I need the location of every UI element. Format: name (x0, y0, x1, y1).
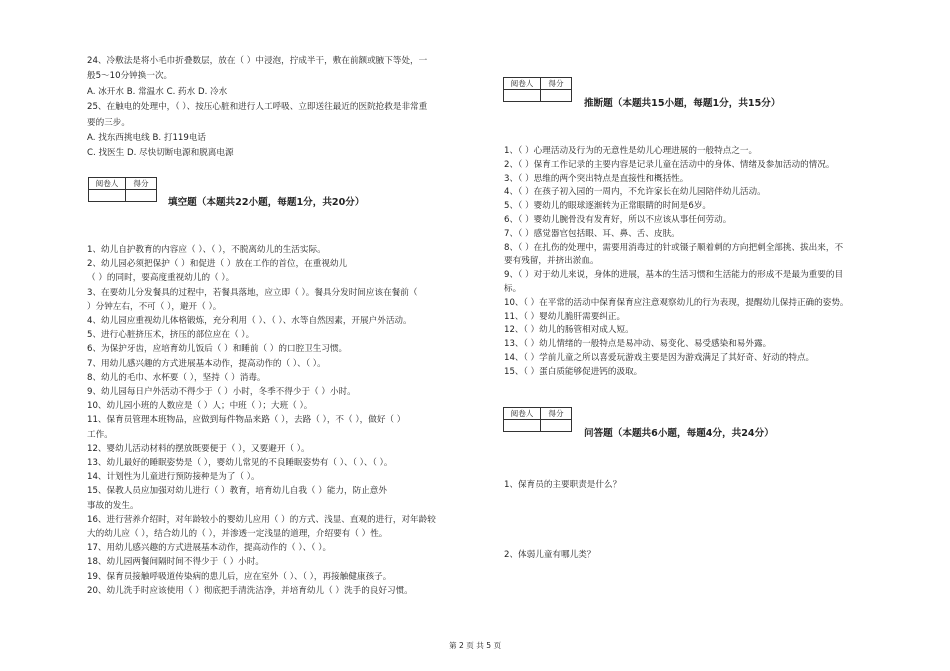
question-line: 25、在触电的处理中，（ ）、按压心脏和进行人工呼吸、立即送往最近的医院抢救是非常重 (87, 102, 428, 113)
judge-item-line: 10、（ ）在平常的活动中保育保育应注意观察幼儿的行为表现，提醒幼儿保持正确的姿势。 (504, 297, 849, 308)
fill-item-line: 5、进行心脏挤压术，挤压的部位应在（ ）。 (87, 330, 255, 341)
fill-item-line: ）分钟左右，不可（ ），避开（ ）。 (87, 301, 222, 312)
fill-item-line: 8、幼儿的毛巾、水杯要（ ），坚持（ ）消毒。 (87, 372, 266, 383)
fill-item-line: 10、幼儿园小班的人数应是（ ）人；中班（ ）；大班（ ）。 (87, 401, 313, 412)
score-label: 得分 (541, 78, 572, 90)
reviewer-cell (504, 90, 541, 102)
fill-item-line: 15、保教人员应加强对幼儿进行（ ）教育，培育幼儿自我（ ）能力，防止意外 (87, 486, 387, 497)
fill-item-line: 6、为保护牙齿，应培育幼儿饭后（ ）和睡前（ ）的口腔卫生习惯。 (87, 344, 348, 355)
fill-item-line: 16、进行营养介绍时，对年龄较小的婴幼儿应用（ ）的方式、浅显、直观的进行，对年龄较 (87, 514, 436, 525)
fill-item-line: 4、幼儿园应重视幼儿体格锻炼，充分利用（ ）、（ ）、水等自然因素，开展户外活动。 (87, 316, 412, 326)
section-title-fill: 填空题（本题共22小题，每题1分，共20分） (168, 197, 365, 208)
reviewer-label: 阅卷人 (504, 78, 541, 90)
judge-item-line: 12、（ ）幼儿的肠管相对成人短。 (504, 325, 634, 336)
score-cell (541, 420, 572, 432)
fill-item-line: 9、幼儿园每日户外活动不得少于（ ）小时，冬季不得少于（ ）小时。 (87, 387, 356, 397)
page-footer: 第 2 页 共 5 页 (448, 641, 502, 650)
judge-item-line: 6、（ ）婴幼儿腕骨没有发育好，所以不应该从事任何劳动。 (504, 215, 732, 225)
question-line: A. 找东西挑电线 B. 打119电话 (87, 133, 207, 143)
fill-item-line: 20、幼儿洗手时应该使用（ ）彻底把手清洗洁净，并培育幼儿（ ）洗手的良好习惯。 (87, 585, 413, 596)
fill-item-line: 3、在要幼儿分发餐具的过程中，若餐具落地，应立即（ ）。餐具分发时间应该在餐前（ (87, 287, 418, 298)
fill-item-line: 2、幼儿园必须把保护（ ）和促进（ ）放在工作的首位，在重视幼儿 (87, 259, 348, 270)
question-line: 24、冷敷法是将小毛巾折叠数层，放在（ ）中浸泡，拧成半干，敷在前额或腋下等处，一 (87, 56, 428, 66)
reviewer-label: 阅卷人 (89, 178, 126, 190)
judge-item-line: 8、（ ）在扎伤的处理中，需要用消毒过的针或镊子顺着刺的方向把刺全部挑、拔出来，不 (504, 242, 844, 253)
fill-item-line: 工作。 (87, 429, 113, 440)
fill-item-line: 1、幼儿自护教育的内容应（ ）、（ ），不脱离幼儿的生活实际。 (87, 245, 326, 255)
score-box-judge (503, 77, 572, 102)
score-cell (126, 190, 157, 202)
right-column (475, 0, 950, 671)
judge-item-line: 14、（ ）学前儿童之所以喜爱玩游戏主要是因为游戏满足了其好奇、好动的特点。 (504, 353, 815, 363)
question-line: 要的三步。 (87, 117, 130, 128)
score-cell (541, 90, 572, 102)
fill-item-line: 17、用幼儿感兴趣的方式进展基本动作，提高动作的（ ）、（ ）。 (87, 543, 332, 554)
judge-item-line: 1、（ ）心理活动及行为的无意性是幼儿心理进展的一般特点之一。 (504, 146, 758, 156)
section-title-qa: 问答题（本题共6小题，每题4分，共24分） (584, 428, 774, 439)
judge-item-line: 4、（ ）在孩子初入园的一周内，不允许家长在幼儿园陪伴幼儿活动。 (504, 187, 766, 198)
fill-item-line: 大的幼儿应（ ），结合幼儿的（ ），并渗透一定浅显的道理，介绍要有（ ）性。 (87, 529, 388, 539)
fill-item-line: 14、计划性为儿童进行预防接种是为了（ ）。 (87, 472, 260, 483)
fill-item-line: 11、保育员管理本班物品，应做到每件物品来路（ ），去路（ ），不（ ），做好（ ） (87, 415, 406, 426)
judge-item-line: 5、（ ）婴幼儿的眼球逐渐转为正常眼睛的时间是6岁。 (504, 201, 712, 212)
fill-item-line: 18、幼儿园两餐间隔时间不得少于（ ）小时。 (87, 557, 264, 568)
qa-question-2: 2、体弱儿童有哪儿类？ (504, 550, 596, 560)
judge-item-line: 2、（ ）保育工作记录的主要内容是记录儿童在活动中的身体、情绪及参加活动的情况。 (504, 159, 835, 170)
judge-item-line: 标。 (504, 284, 522, 294)
reviewer-cell (89, 190, 126, 202)
score-box-fill (88, 177, 157, 202)
question-line: 般5～10分钟换一次。 (87, 71, 173, 82)
judge-item-line: 3、（ ）思维的两个突出特点是直接性和概括性。 (504, 173, 689, 184)
fill-item-line: 13、幼儿最好的睡眠姿势是（ ），婴幼儿常见的不良睡眠姿势有（ ）、（ ）、（ ）。 (87, 458, 393, 468)
score-label: 得分 (126, 178, 157, 190)
score-label: 得分 (541, 408, 572, 420)
judge-item-line: 要有残留，并挤出淤血。 (504, 256, 599, 267)
judge-item-line: 9、（ ）对于幼儿来说，身体的进展，基本的生活习惯和生活能力的形成不是最为重要的目 (504, 270, 844, 281)
fill-item-line: 7、用幼儿感兴趣的方式进展基本动作，提高动作的（ ）、（ ）。 (87, 358, 326, 369)
section-title-judge: 推断题（本题共15小题，每题1分，共15分） (584, 98, 781, 109)
judge-item-line: 11、（ ）婴幼儿脆肝需要纠正。 (504, 311, 626, 322)
reviewer-cell (504, 420, 541, 432)
fill-item-line: 19、保育员接触呼吸道传染病的患儿后，应在室外（ ）、（ ），再接触健康孩子。 (87, 571, 392, 582)
reviewer-label: 阅卷人 (504, 408, 541, 420)
judge-item-line: 13、（ ）幼儿情绪的一般特点是易冲动、易变化、易受感染和易外露。 (504, 339, 772, 350)
question-line: A. 冰开水 B. 常温水 C. 药水 D. 冷水 (87, 86, 228, 97)
judge-item-line: 7、（ ）感觉器官包括眼、耳、鼻、舌、皮肤。 (504, 228, 680, 239)
judge-item-line: 15、（ ）蛋白质能够促进钙的汲取。 (504, 366, 643, 377)
score-box-qa (503, 407, 572, 432)
qa-question-1: 1、保育员的主要职责是什么？ (504, 480, 622, 490)
fill-item-line: 事故的发生。 (87, 500, 139, 511)
fill-item-line: 12、婴幼儿活动材料的摆放既要便于（ ），又要避开（ ）。 (87, 443, 310, 454)
question-line: C. 找医生 D. 尽快切断电源和脱离电源 (87, 148, 234, 159)
fill-item-line: （ ）的同时，要高度重视幼儿的（ ）。 (87, 273, 235, 284)
